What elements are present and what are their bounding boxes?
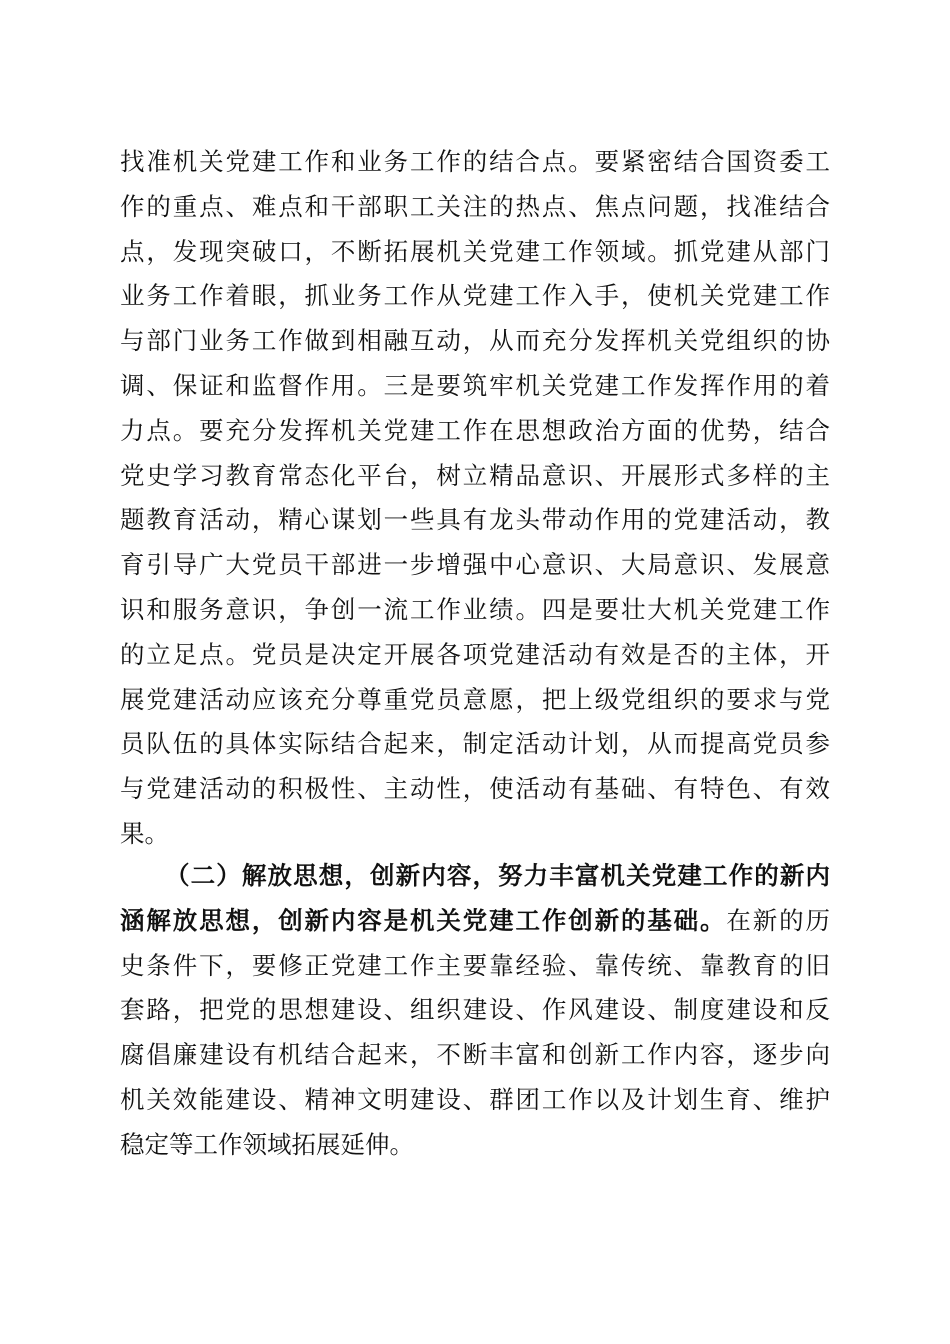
text-line: 机关效能建设、精神文明建设、群团工作以及计划生育、维护 (120, 1084, 830, 1114)
section-heading: （二）解放思想，创新内容，努力丰富机关党建工作的新内 (165, 861, 830, 890)
text-line: 稳定等工作领域拓展延伸。 (120, 1129, 414, 1159)
text-line: 与部门业务工作做到相融互动，从而充分发挥机关党组织的协 (120, 326, 830, 356)
text-line: 调、保证和监督作用。三是要筑牢机关党建工作发挥作用的着 (120, 370, 830, 400)
text-line: 育引导广大党员干部进一步增强中心意识、大局意识、发展意 (120, 550, 830, 580)
text-line: 腐倡廉建设有机结合起来，不断丰富和创新工作内容，逐步向 (120, 1040, 830, 1070)
text-line: 作的重点、难点和干部职工关注的热点、焦点问题，找准结合 (120, 191, 830, 221)
text-line: 员队伍的具体实际结合起来，制定活动计划，从而提高党员参 (120, 729, 830, 759)
text-line: 党史学习教育常态化平台，树立精品意识、开展形式多样的主 (120, 460, 830, 490)
text-line: 果。 (120, 818, 169, 848)
text-segment: 在新的历 (726, 905, 830, 935)
text-line: 找准机关党建工作和业务工作的结合点。要紧密结合国资委工 (120, 147, 830, 176)
text-line: 的立足点。党员是决定开展各项党建活动有效是否的主体，开 (120, 639, 830, 669)
section-heading-continuation: 涵解放思想，创新内容是机关党建工作创新的基础。 (120, 905, 727, 935)
text-line: 史条件下，要修正党建工作主要靠经验、靠传统、靠教育的旧 (120, 950, 830, 980)
text-line: 展党建活动应该充分尊重党员意愿，把上级党组织的要求与党 (120, 684, 830, 714)
text-line: 识和服务意识，争创一流工作业绩。四是要壮大机关党建工作 (120, 594, 830, 624)
text-line: 力点。要充分发挥机关党建工作在思想政治方面的优势，结合 (120, 415, 830, 445)
text-line: 套路，把党的思想建设、组织建设、作风建设、制度建设和反 (120, 995, 830, 1025)
text-line: 题教育活动，精心谋划一些具有龙头带动作用的党建活动，教 (120, 505, 830, 535)
paragraph-1 (120, 140, 830, 857)
text-line: 业务工作着眼，抓业务工作从党建工作入手，使机关党建工作 (120, 281, 830, 311)
text-line: 与党建活动的积极性、主动性，使活动有基础、有特色、有效 (120, 774, 830, 804)
paragraph-2 (120, 854, 830, 1168)
text-line: 点，发现突破口，不断拓展机关党建工作领域。抓党建从部门 (120, 236, 830, 266)
heading-continuation-line (120, 899, 830, 944)
